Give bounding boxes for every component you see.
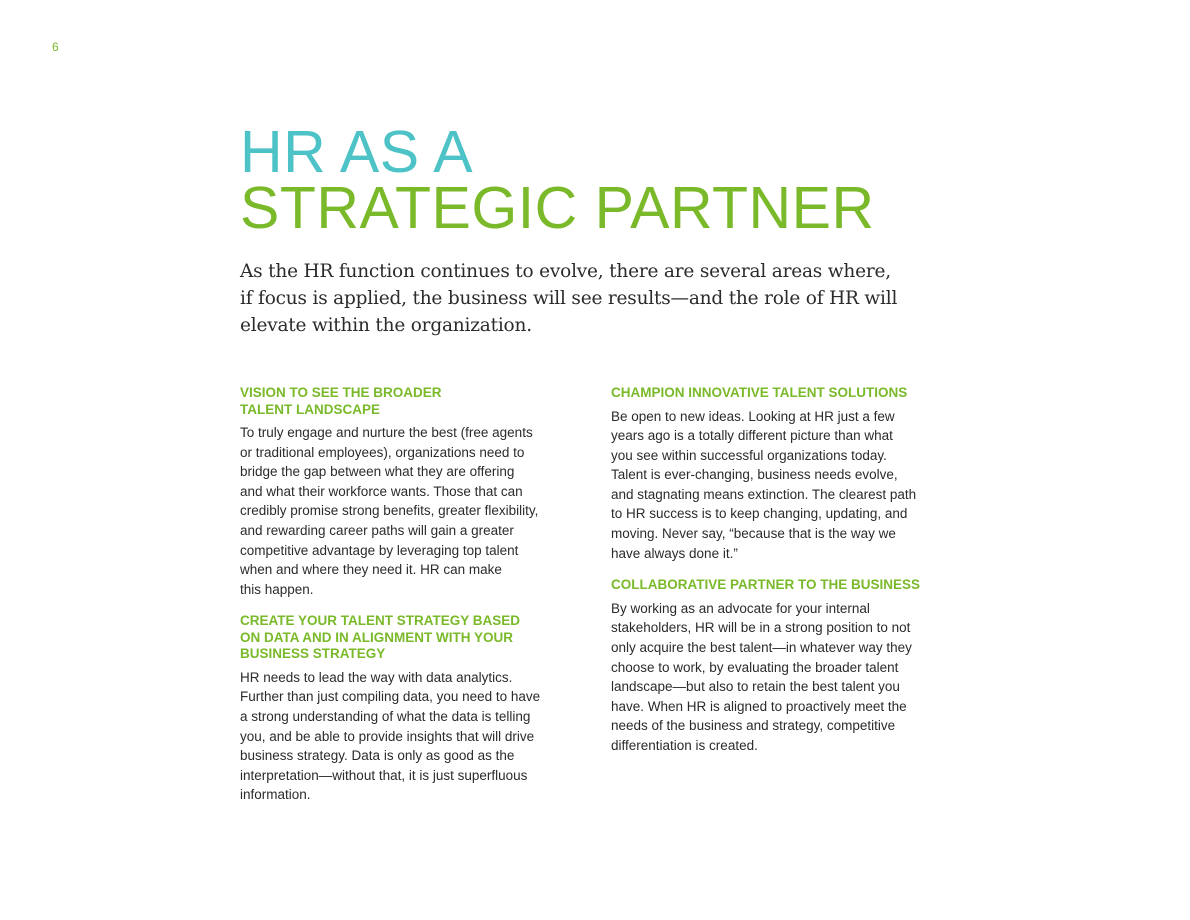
body-line: when and where they need it. HR can make [240,562,502,578]
section-collaborative-partner [611,577,951,755]
section-heading [611,385,951,402]
left-column [240,385,580,819]
body-line: differentiation is created. [611,737,758,753]
body-line: you see within successful organizations today. [611,447,887,463]
body-line: HR needs to lead the way with data analytics. [240,669,513,685]
body-line: credibly promise strong benefits, greater flexibility, [240,503,539,519]
heading-line: BUSINESS STRATEGY [240,646,386,662]
body-line: interpretation—without that, it is just superfluous [240,767,528,783]
body-line: information. [240,787,311,803]
body-line: only acquire the best talent—in whatever way they [611,639,912,655]
title-line-1: HR AS A [240,119,474,185]
page-number: 6 [52,40,59,54]
body-line: moving. Never say, “because that is the way we [611,526,896,542]
heading-line: ON DATA AND IN ALIGNMENT WITH YOUR [240,629,513,645]
body-line: stakeholders, HR will be in a strong position to not [611,620,911,636]
intro-paragraph [240,258,920,339]
body-line: this happen. [240,581,314,597]
body-line: choose to work, by evaluating the broader talent [611,659,899,675]
heading-line: TALENT LANDSCAPE [240,401,380,417]
heading-line: CREATE YOUR TALENT STRATEGY BASED [240,613,521,629]
heading-line: COLLABORATIVE PARTNER TO THE BUSINESS [611,577,921,593]
intro-line-2: if focus is applied, the business will see results—and the role of HR will [240,288,898,309]
section-body [611,407,951,564]
body-line: and stagnating means extinction. The clearest path [611,486,917,502]
section-champion-innovative [611,385,951,563]
body-line: Talent is ever-changing, business needs evolve, [611,467,898,483]
title-line-2: STRATEGIC PARTNER [240,175,875,241]
body-line: you, and be able to provide insights that will drive [240,728,535,744]
body-line: Be open to new ideas. Looking at HR just a few [611,408,895,424]
section-heading [240,613,580,663]
body-line: landscape—but also to retain the best talent you [611,679,900,695]
section-body [611,599,951,756]
body-line: needs of the business and strategy, competitive [611,718,896,734]
heading-line: VISION TO SEE THE BROADER [240,385,442,400]
section-body [240,423,580,599]
body-line: and what their workforce wants. Those that can [240,483,523,499]
page-title [240,119,875,241]
section-talent-strategy [240,613,580,805]
section-vision [240,385,580,599]
body-line: Further than just compiling data, you need to have [240,689,541,705]
body-line: To truly engage and nurture the best (free agents [240,425,533,440]
body-line: or traditional employees), organizations need to [240,444,525,460]
intro-line-1: As the HR function continues to evolve, there are several areas where, [240,261,891,282]
heading-line: CHAMPION INNOVATIVE TALENT SOLUTIONS [611,385,908,400]
body-line: to HR success is to keep changing, updating, and [611,506,908,522]
intro-line-3: elevate within the organization. [240,315,532,336]
body-line: years ago is a totally different picture than what [611,428,893,444]
body-line: bridge the gap between what they are offering [240,464,515,480]
body-line: have always done it.” [611,545,738,561]
body-line: have. When HR is aligned to proactively meet the [611,698,907,714]
right-column [611,385,951,770]
body-line: and rewarding career paths will gain a greater [240,522,514,538]
body-line: By working as an advocate for your internal [611,600,870,616]
body-line: competitive advantage by leveraging top talent [240,542,519,558]
body-line: a strong understanding of what the data is telling [240,709,531,725]
section-heading [240,385,580,418]
body-line: business strategy. Data is only as good as the [240,748,515,764]
section-body [240,668,580,805]
section-heading [611,577,951,594]
